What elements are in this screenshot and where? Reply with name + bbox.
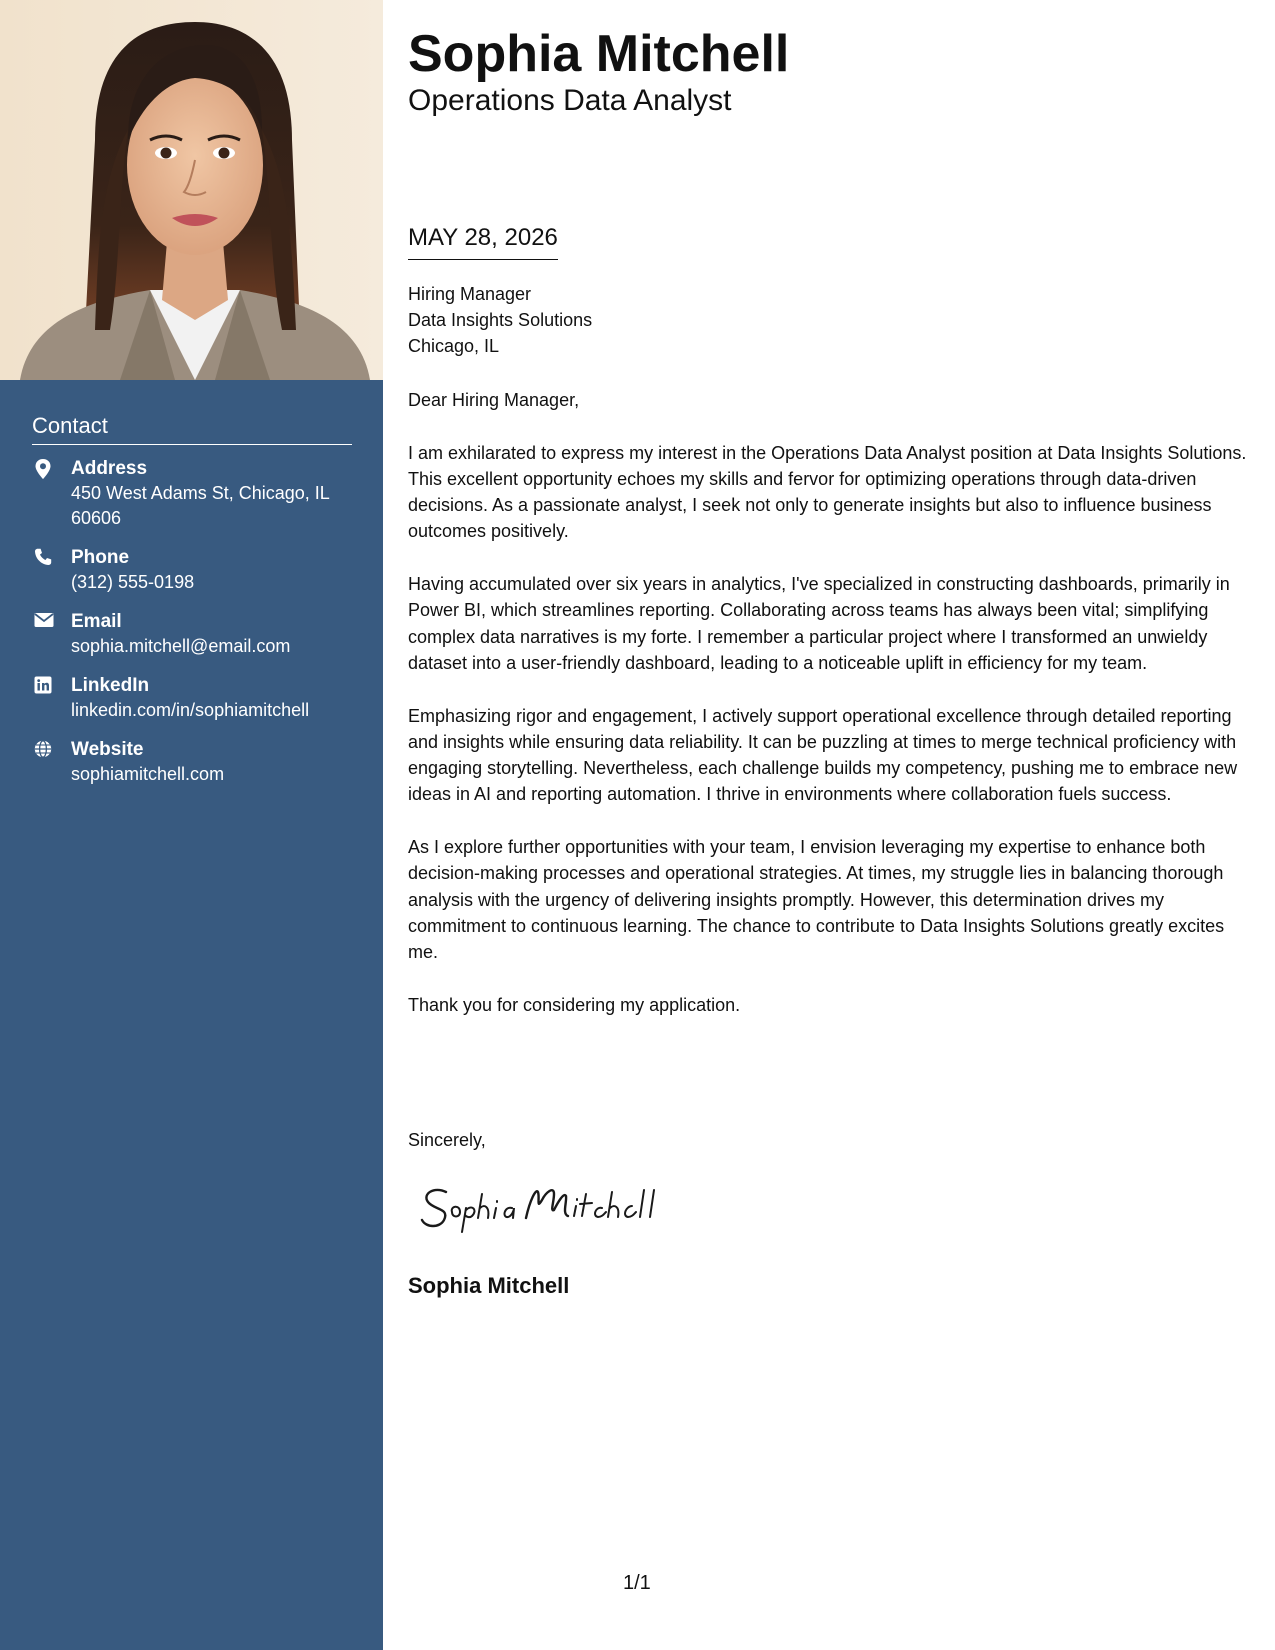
recipient-block [408, 281, 592, 359]
contact-label: Website [71, 739, 144, 760]
letter-date: MAY 28, 2026 [408, 222, 558, 260]
contact-website [32, 738, 352, 787]
profile-photo [0, 0, 383, 380]
contact-label: Address [71, 458, 148, 479]
sidebar [0, 0, 383, 1650]
recipient-line: Chicago, IL [408, 336, 500, 356]
contact-value: linkedin.com/in/sophiamitchell [71, 700, 310, 720]
handwritten-signature [416, 1170, 676, 1240]
contact-value: 450 West Adams St, Chicago, IL [71, 483, 330, 503]
closing: Sincerely, [408, 1130, 486, 1150]
map-pin-icon [34, 459, 52, 477]
letter-paragraph: Thank you for considering my application. [408, 994, 741, 1015]
contact-email [32, 610, 352, 659]
recipient-line: Hiring Manager [408, 284, 532, 304]
salutation: Dear Hiring Manager, [408, 390, 580, 410]
contact-linkedin [32, 674, 352, 723]
globe-icon [34, 740, 52, 758]
page-number: 1/1 [623, 1572, 651, 1594]
sender-name: Sophia Mitchell [408, 25, 790, 83]
signer-name: Sophia Mitchell [408, 1273, 570, 1298]
letter-paragraph: Having accumulated over six years in analytics, I've specialized in constructing dashboards, primarily in Power BI, which streamlines reporting. Collaborating across teams has always been vital; simplifying complex data narratives is my forte. I remember a particular project where I transformed an unwieldy dataset into a user-friendly dashboard, leading to a noticeable uplift in efficiency for my team. [408, 574, 1230, 673]
contact-value: 60606 [71, 508, 122, 528]
letter-paragraph: I am exhilarated to express my interest in the Operations Data Analyst position at Data Insights Solutions. This excellent opportunity echoes my skills and fervor for optimizing operations through data-driven decisions. As a passionate analyst, I seek not only to generate insights but also to influence business outcomes positively. [408, 442, 1247, 542]
envelope-icon [34, 612, 52, 630]
contact-section [32, 412, 352, 802]
contact-value: sophiamitchell.com [71, 764, 225, 784]
contact-label: Phone [71, 547, 130, 568]
sender-title: Operations Data Analyst [408, 84, 732, 117]
letter-body [408, 387, 1250, 1044]
letter-paragraph: Emphasizing rigor and engagement, I actively support operational excellence through detailed reporting and insights while ensuring data reliability. It can be puzzling at times to merge technical proficiency with engaging storytelling. Nevertheless, each challenge builds my competency, pushing me to embrace new ideas in AI and reporting automation. I thrive in environments where collaboration fuels success. [408, 705, 1238, 805]
contact-value: (312) 555-0198 [71, 572, 195, 592]
linkedin-icon [34, 676, 52, 694]
contact-label: Email [71, 611, 122, 632]
recipient-line: Data Insights Solutions [408, 310, 593, 330]
contact-value: sophia.mitchell@email.com [71, 636, 291, 656]
contact-phone [32, 546, 352, 595]
contact-heading: Contact [32, 412, 352, 445]
letter-paragraph: As I explore further opportunities with your team, I envision leveraging my expertise to enhance both decision-making processes and operational strategies. At times, my struggle lies in balancing thorough analysis with the urgency of delivering insights promptly. However, this determination drives my commitment to continuous learning. The chance to contribute to Data Insights Solutions greatly excites me. [408, 837, 1225, 963]
contact-address [32, 457, 352, 531]
contact-label: LinkedIn [71, 675, 150, 696]
phone-icon [34, 548, 52, 566]
